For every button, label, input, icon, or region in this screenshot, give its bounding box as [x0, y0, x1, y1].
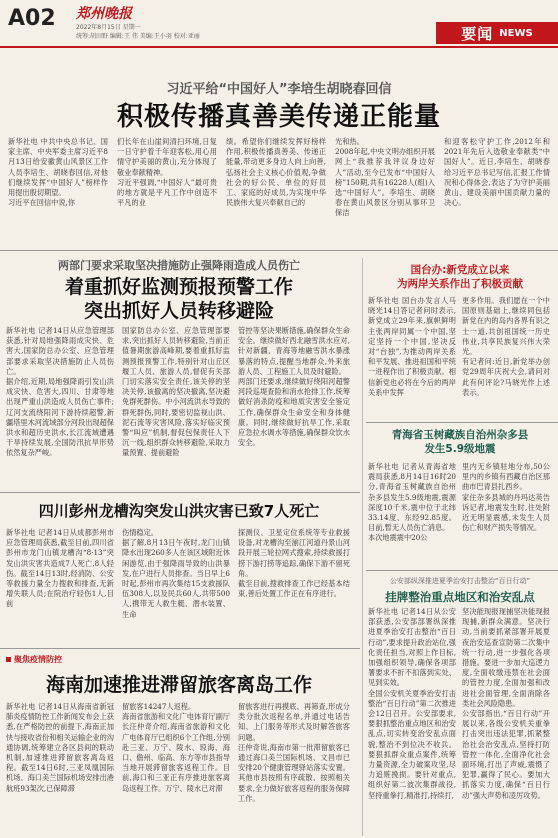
divider-4	[366, 422, 558, 423]
article-3-title: 四川彭州龙槽沟突发山洪灾害已致7人死亡	[38, 502, 320, 520]
article-4-col-1: 新华社电 记者14日从海南省新冠肺炎疫情防控工作新闻发布会上获悉,在严格防控的前提下,海南正加快与接收省份和相关运输企业的沟通协调,统筹建立各区县间的联动机制,加速推进滞留旅客离岛返程。截至14日6时,三亚凤凰国际机场、海口美兰国际机场安排出港航班93架次,已保障滞	[6, 702, 114, 793]
issue-date: 2022年8月15日 星期一	[76, 24, 141, 31]
divider-5	[366, 570, 558, 571]
article-7-kicker: 公安部纵深推进夏季治安打击整治“百日行动”	[389, 577, 531, 585]
column-divider	[362, 258, 363, 836]
article-5-col-2: 更多作用。我们愿在一个中国原则基础上,继续同包括新党在内的岛内各界有识之士一道,共创祖国统一历史伟业,共享民族复兴伟大荣光。 有记者问:近日,新党举办创党29周年庆祝大会,请问对此有何评论?马晓光作上述表示。	[462, 296, 550, 397]
divider-1	[0, 250, 558, 251]
section-title: 要闻	[461, 24, 494, 43]
article-1-col-2: 们长年在山崖间清扫环境,日复一日守护着千年迎客松,用心用情守护美丽的黄山,充分体现了敬业奉献精神。 习近平强调,“中国好人”最可贵的地方就是平凡工作中创造不平凡的业	[117, 137, 217, 208]
article-2-title-line-1: 着重抓好监测预报预警工作	[64, 276, 293, 298]
article-5-col-1: 新华社电 国台办发言人马晓光14日答记者问时表示,新党成立29年来,旗帜鲜明主张两岸同属一个中国,坚定坚持一个中国,坚决反对“台独”,为推动两岸关系和平发展、推进祖国和平统一进程作出了积极贡献。相信新党也必将在今后的两岸关系中发挥	[368, 296, 456, 397]
article-2-title-line-2: 突出抓好人员转移避险	[83, 300, 274, 322]
article-4-tag	[6, 654, 62, 665]
article-1-col-3: 绩。希望你们继续发挥好榜样作用,积极传播真善美、传递正能量,带动更多身边人向上向善,弘扬社会主义核心价值观,争做社会的好公民、单位的好员工、家庭的好成员,为实现中华民族伟大复兴奉献自己的	[226, 137, 326, 208]
article-5-title: 国台办:新党成立以来 为两岸关系作出了积极贡献	[397, 264, 523, 290]
article-3-col-2: 伤情稳定。 据了解,8月13日午夜时,龙门山镇降水出现260多人在该区域附近休闲游览,由于强降雨导致的山洪暴发,在户进行人员排查。当日早上6时起,彭州市再次集结15支救援队伍308人,以及民兵60人,共带500人,携带无人救生艇、潜水装置、生命	[122, 528, 230, 619]
section-banner	[436, 22, 558, 44]
divider-3	[0, 648, 360, 649]
tag-square-icon	[6, 657, 11, 662]
article-6-col-2: 里内无乡镇驻地分布,50公里内的乡镇有西藏自治区那曲市巴青县扎西乡。 家住杂多县城的丹玛达英告诉记者,地震发生时,住处附近无明显震感,未发生人员伤亡和财产损失等情况。	[462, 462, 550, 533]
editor-credits: 统筹:胡田野 编辑:王 伟 美编:王小羽 校对:亚丽	[76, 33, 200, 40]
article-1-col-4: 光和热。 2008年起,中央文明办组织开展网上“我推荐我评议身边好人”活动,至今已发布“中国好人榜”150期,共有16228人(组)入选“中国好人”。李培生、胡晓春在黄山风景区分别从事环卫保洁	[335, 137, 435, 218]
article-7-title: 挂牌整治重点地区和治安乱点	[385, 590, 535, 604]
article-4-title: 海南加速推进滞留旅客离岛工作	[45, 674, 312, 696]
article-2-col-1: 新华社电 记者14日从应急管理部获悉,针对局地强降雨成灾快、危害大,国家防总办公室、应急管理部要求采取坚决措施防止人员伤亡。 据介绍,近期,局地强降雨引发山洪成灾快、危害大,四川、甘肃等地出现严重山洪造成人员伤亡事件;辽河支流绕阳河下游持续超警,新疆塔里木河流域部分河段出现超保洪水和超历史洪水,长江流域遭遇干旱持续发展,全国防汛抗旱形势依然复杂严峻。	[6, 326, 114, 458]
newspaper-logo: 郑州晚报	[76, 6, 132, 22]
article-7-col-1: 新华社电 记者14日从公安部获悉,公安部部署纵深推进夏季治安打击整治“百日行动”,要求提升政治站位,强化责任担当,对照上作目标,加强组织领导,确保各项部署要求不折不扣落到实处、见到实效。 全国公安机关夏季治安打击整治“百日行动”第二次推进会12日召开。公安部要求,要狠抓整治重点地区和治安乱点,切实转变治安乱点面貌,整治不到位决不收兵。要狠抓群众重点案件,统筹力量资源,全力破案攻坚,尽力追赃挽损。要针对重点,组织好第二波次集群战役,坚持重拳打,精准打,持续打,	[368, 607, 456, 800]
article-1-col-1: 新华社电 中共中央总书记、国家主席、中央军委主席习近平8月13日给安徽黄山风景区工作人员李培生、胡晓春回信,对他们继续发挥“中国好人”榜样作用提出殷切期望。 习近平在回信中说,你	[8, 137, 108, 208]
article-1-title: 积极传播真善美传递正能量	[116, 102, 441, 132]
divider-2	[0, 492, 360, 493]
article-3-col-1: 新华社电 记者14日从成都彭州市应急管理局获悉,截至目前,四川省彭州市龙门山镇龙槽沟“8·13”突发山洪灾害共造成7人死亡,8人轻伤。截至14日13时,经消防、公安等救援力量全力搜救和排查,无新增失联人员;在院治疗轻伤1人,目前	[6, 528, 114, 609]
article-1-kicker: 习近平给“中国好人”李培生胡晓春回信	[166, 82, 392, 97]
section-title-en: NEWS	[499, 27, 533, 39]
article-2-col-2: 国家防总办公室、应急管理部要求,突出抓好人员转移避险,当前正值暑期旅游高峰期,要着重抓好监测预报预警工作,特别针对山丘区堰工人员、旅游人员,督促有关部门切实落实安全责任,该关停的坚决关停,该撤离的坚决撤离,坚决避免群死群伤。中小河流洪水导致的群死群伤,同时,要密切监视山洪、泥石流等灾害风险,落实好临灾预警“叫应”机制,督促包保责任人下沉一线,组织群众转移避险,采取力量预置、提前避险	[122, 326, 230, 458]
article-4-col-2: 留旅客14247人返程。 海南省旅游和文化广电体育厅副厅长汪仲奇介绍,海南省旅游和文化广电体育厅已组织6个工作组,分别赴三亚、万宁、陵水、琼海、海口、儋州、临高、东方等市县指导当地开展滞留旅客返程工作。目前,海口和三亚正有序推进旅客离岛返程工作。万宁、陵水已对滞	[122, 702, 230, 793]
article-3-col-3: 探测仪、卫星定位系统等专业救援设备,对龙槽沟至湔江河道丹景山河段开展三轮拉网式搜索,持续救援打捞下游打捞等追踪,确保下游不留死角。 截至目前,搜救排查工作已经基本结束,善后处置工作正在有序进行。	[238, 528, 350, 599]
article-6-title: 青海省玉树藏族自治州杂多县 发生5.9级地震	[391, 429, 529, 455]
article-4-tag-text: 聚焦疫情防控	[14, 655, 62, 664]
page-number: A02	[8, 6, 56, 31]
article-2-col-3: 管控等坚决果断措施,确保群众生命安全。继续做好西北融雪洪水应对,针对新疆、青海等地融雪洪水暴涨暴落的特点,提醒当地群众,外来旅游人员、工程施工人员及时避险。 两部门还要求,继续做好绕阳河超警河段巡堤查险和消水抢排工作,统筹做好消杀防疫和地质灾害安全鉴定工作,确保群众生命安全和身体健康。同时,继续做好抗旱工作,采取应急拉水调水等措施,确保群众饮水安全。	[238, 326, 350, 448]
article-6-col-1: 新华社电 记者从青海省地震局获悉,8月14日16时20分,青海省玉树藏族自治州杂多县发生5.9级地震,震源深度10千米,震中位于北纬33.14度、东经92.85度。目前,暂无人员伤亡消息。 本次地震震中20公	[368, 462, 456, 543]
article-7-col-2: 坚决能现报现捕坚决能现报现捕,新群众满意。坚决行动,当前要抓紧部署开展夏夜治安巡查宣防第二次集中统一行动,进一步强化各项措施。要进一步加大巡逻力度,全面收缴违禁在社会面的管控力度,全面加强和改进社会面管理,全面消除各类社会风险隐患。 公安部指出,“百日行动”开展以来,各级公安机关重拳打击突出违法犯罪,抓紧整治社会治安乱点,坚持打防管控一体化,全面净化社会面环境,打出了声威,震慑了犯罪,赢得了民心。要加大抓落实力度,确保“百日行动”强大声势和凌厉攻势。	[462, 607, 550, 800]
article-1-col-5: 和迎客松守护工作,2012年和2021年先后入选敬业奉献类“中国好人”。近日,李培生、胡晓春给习近平总书记写信,汇报工作情况和心得体会,表达了为守护美丽黄山、建设美丽中国贡献力量的决心。	[444, 137, 550, 208]
article-4-col-3: 留旅客进行再摸底、再筛查,形成分类分批次返程名单,并通过电话告知、上门服务等形式及时解答旅客问题。 汪仲奇说,海南市第一批滞留旅客已通过海口美兰国际机场、文昌市已安排20个健康管理驿站落实安置。其他市县按照有序疏散、按照相关要求,全力做好旅客返程的服务保障工作。	[238, 702, 350, 803]
page-header	[0, 0, 558, 48]
header-divider	[0, 46, 558, 48]
article-2-kicker: 两部门要求采取坚决措施防止强降雨造成人员伤亡	[58, 259, 300, 272]
